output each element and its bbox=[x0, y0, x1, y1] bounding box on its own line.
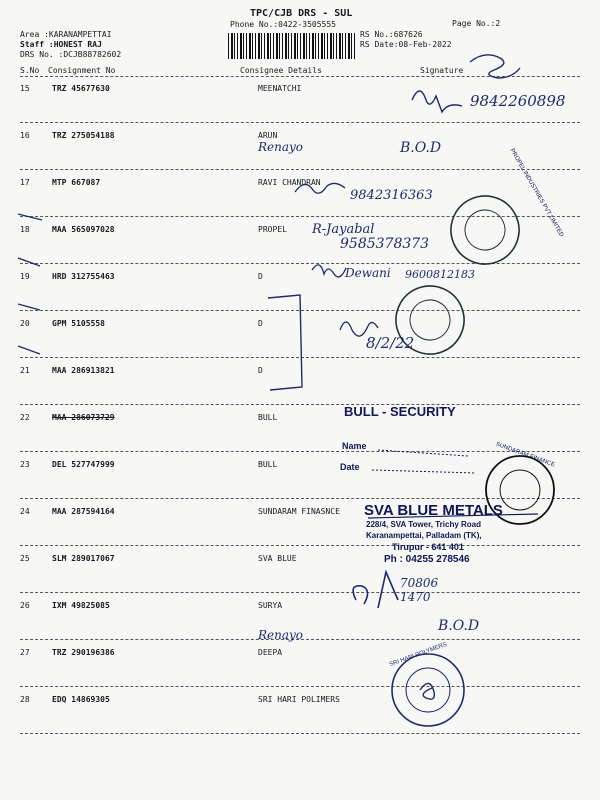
bracket-rows-20-22 bbox=[268, 295, 302, 390]
handwritten-bod-row16: B.O.D bbox=[400, 140, 442, 156]
row-consignee: D bbox=[258, 319, 263, 328]
sva-stamp-address2: Karanampettai, Palladam (TK), bbox=[366, 531, 482, 540]
row-consignee: DEEPA bbox=[258, 648, 283, 657]
sva-stamp-phone: Ph : 04255 278546 bbox=[384, 554, 470, 565]
strike-sno-20 bbox=[18, 304, 40, 310]
staff-label: Staff :HONEST RAJ bbox=[20, 40, 102, 49]
row15-signature bbox=[412, 91, 462, 112]
row-consignee: BULL bbox=[258, 460, 278, 469]
handwritten-phone-row15: 9842260898 bbox=[470, 92, 566, 110]
row-consignee: PROPEL bbox=[258, 225, 287, 234]
rs-date: RS Date:08-Feb-2022 bbox=[360, 40, 452, 49]
bull-security-stamp: BULL - SECURITY bbox=[344, 404, 456, 419]
row-sno: 27 bbox=[20, 648, 30, 657]
page-title: TPC/CJB DRS - SUL bbox=[250, 8, 353, 19]
row-consignee: RAVI CHANDRAN bbox=[258, 178, 321, 187]
row-sno: 26 bbox=[20, 601, 30, 610]
srihari-seal-text: SRI HARI POLYMERS bbox=[388, 641, 448, 669]
row-consignment-number: EDQ 14869305 bbox=[52, 695, 110, 704]
area-label: Area :KARANAMPETTAI bbox=[20, 30, 112, 39]
row-consignment-number: MAA 286913821 bbox=[52, 366, 115, 375]
row-consignment-number: HRD 312755463 bbox=[52, 272, 115, 281]
row28-signature bbox=[420, 683, 434, 699]
row-consignment-number: MTP 667087 bbox=[52, 178, 101, 187]
row17-signature bbox=[295, 183, 345, 193]
row-consignee: SVA BLUE bbox=[258, 554, 297, 563]
row-sno: 17 bbox=[20, 178, 30, 187]
handwritten-phone-row19: 9600812183 bbox=[405, 268, 475, 281]
row-consignee: D bbox=[258, 366, 263, 375]
handwritten-phone-row18: 9585378373 bbox=[340, 236, 430, 252]
handwritten-phone-row26: 70806 1470 bbox=[400, 576, 439, 604]
row-sno: 22 bbox=[20, 413, 30, 422]
row-sno: 19 bbox=[20, 272, 30, 281]
header-signature-scribble bbox=[470, 55, 520, 78]
handwritten-renayo-row16: Renayo bbox=[258, 140, 304, 154]
drs-number: DRS No. :DCJB88782602 bbox=[20, 50, 122, 59]
handwritten-dewani: Dewani bbox=[345, 266, 391, 280]
row-sno: 25 bbox=[20, 554, 30, 563]
row-sno: 18 bbox=[20, 225, 30, 234]
handwritten-phone-row17: 9842316363 bbox=[350, 188, 433, 203]
strike-sno-19 bbox=[18, 258, 40, 266]
row-sno: 15 bbox=[20, 84, 30, 93]
strike-sno-18 bbox=[18, 214, 42, 220]
row-consignment-number: GPM 5105558 bbox=[52, 319, 105, 328]
row-consignee: BULL bbox=[258, 413, 278, 422]
col-consignment-header: Consignment No bbox=[48, 66, 116, 75]
bull-stamp-name-label: Name bbox=[342, 441, 367, 451]
row-sno: 16 bbox=[20, 131, 30, 140]
rs-number: RS No.:687626 bbox=[360, 30, 423, 39]
row-consignee: ARUN bbox=[258, 131, 278, 140]
row-consignment-number: TRZ 45677630 bbox=[52, 84, 110, 93]
col-signature-header: Signature bbox=[420, 66, 464, 75]
row-consignment-number: MAA 286073729 bbox=[52, 413, 115, 422]
row-consignment-number: IXM 49825085 bbox=[52, 601, 110, 610]
handwritten-renayo-row27: Renayo bbox=[258, 628, 304, 642]
handwritten-jayabal: R-Jayabal bbox=[312, 222, 375, 237]
row-consignment-number: TRZ 275054188 bbox=[52, 131, 115, 140]
handwritten-date-row20: 8/2/22 bbox=[366, 334, 415, 352]
bull-date-line bbox=[372, 470, 476, 473]
sva-stamp-address1: 228/4, SVA Tower, Trichy Road bbox=[366, 520, 482, 529]
propel-seal bbox=[441, 186, 528, 273]
col-sno-header: S.No bbox=[20, 66, 40, 75]
row-consignment-number: TRZ 290196386 bbox=[52, 648, 115, 657]
row-consignee: SUNDARAM FINASNCE bbox=[258, 507, 340, 516]
bull-name-line bbox=[378, 450, 468, 456]
sva-stamp-name: SVA BLUE METALS bbox=[364, 502, 503, 519]
row-consignment-number: DEL 527747999 bbox=[52, 460, 115, 469]
phone-number: Phone No.:0422-3505555 bbox=[230, 20, 336, 29]
page-number: Page No.:2 bbox=[452, 19, 501, 28]
row-consignee: SRI HARI POLIMERS bbox=[258, 695, 340, 704]
handwritten-bod-row27: B.O.D bbox=[438, 618, 480, 634]
bull-stamp-date-label: Date bbox=[340, 462, 360, 472]
row-consignment-number: MAA 565097028 bbox=[52, 225, 115, 234]
row-consignee: MEENATCHI bbox=[258, 84, 302, 93]
sundaram-seal-text: SUNDARAM FINANCE bbox=[494, 441, 556, 469]
row-consignee: D bbox=[258, 272, 263, 281]
propel-seal-text: PROPEL INDUSTRIES PVT LIMITED bbox=[508, 147, 565, 239]
col-consignee-header: Consignee Details bbox=[240, 66, 322, 75]
row19-signature bbox=[312, 265, 346, 277]
row-sno: 23 bbox=[20, 460, 30, 469]
row-consignee: SURYA bbox=[258, 601, 283, 610]
row-sno: 20 bbox=[20, 319, 30, 328]
sva-stamp-address3: Tirupur - 641 401 bbox=[392, 542, 464, 552]
row-consignment-number: SLM 289017067 bbox=[52, 554, 115, 563]
row-sno: 24 bbox=[20, 507, 30, 516]
row-consignment-number: MAA 287594164 bbox=[52, 507, 115, 516]
row26-signature bbox=[353, 572, 398, 608]
row-sno: 21 bbox=[20, 366, 30, 375]
row-sno: 28 bbox=[20, 695, 30, 704]
strike-sno-21 bbox=[18, 346, 40, 354]
